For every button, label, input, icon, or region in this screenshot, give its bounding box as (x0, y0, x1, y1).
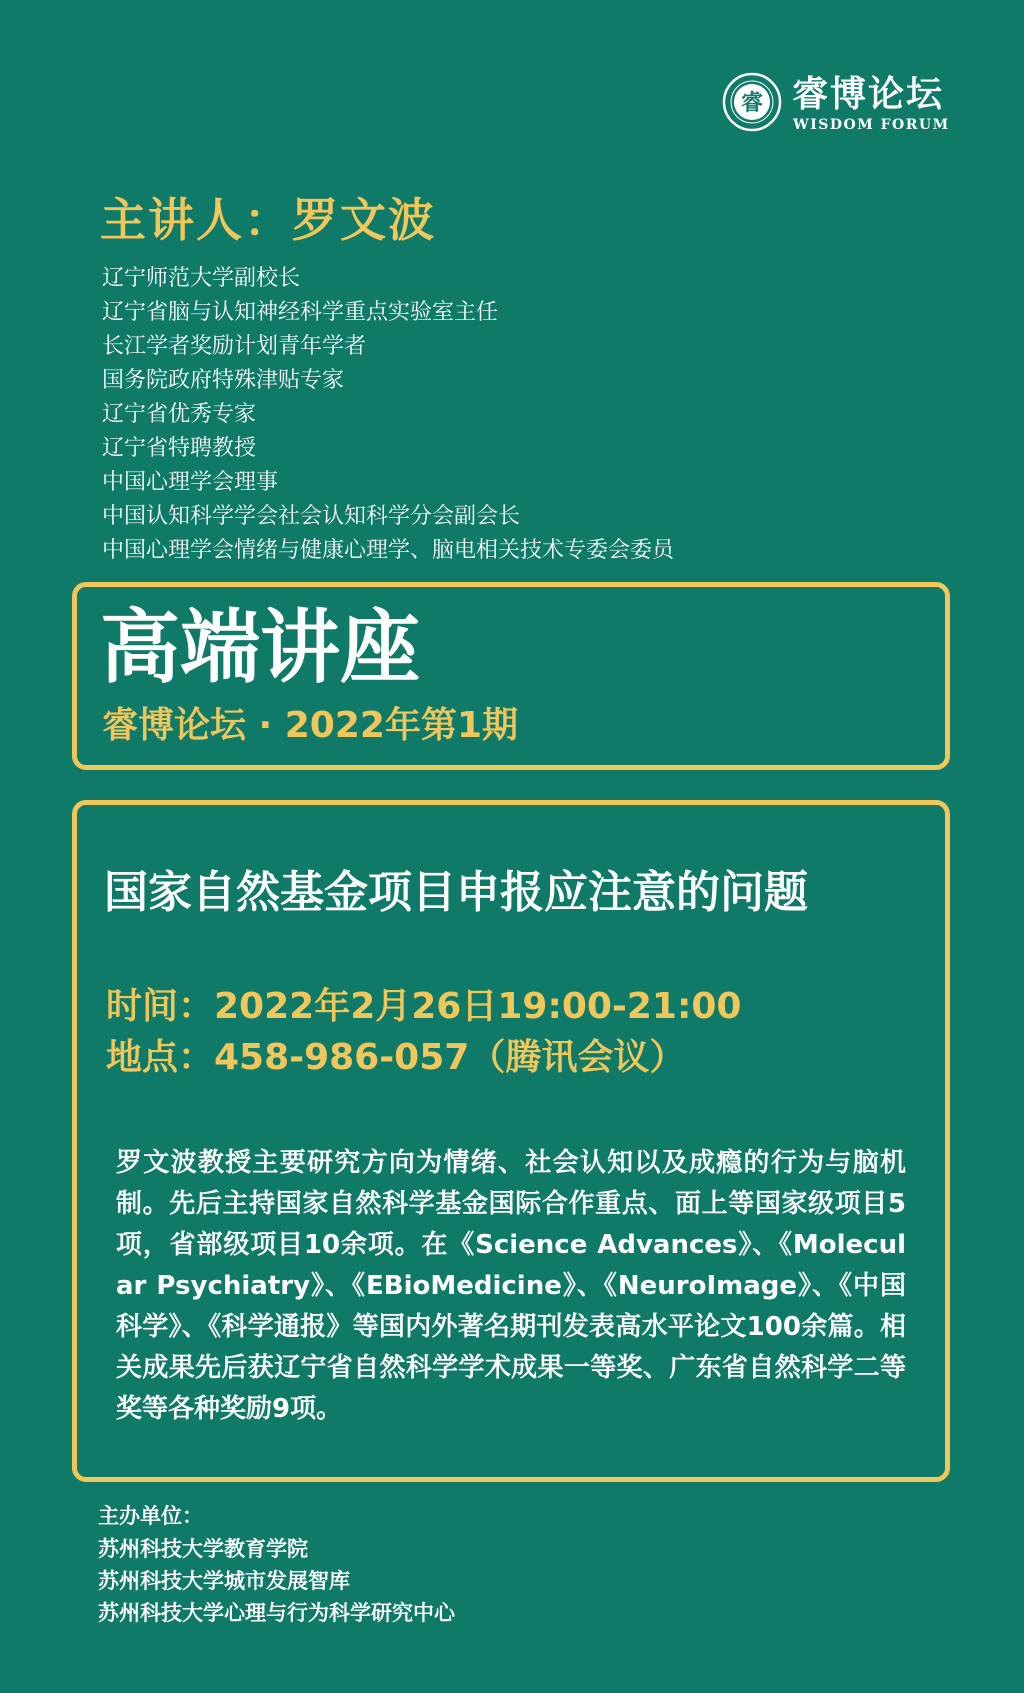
seal-glyph: 睿 (740, 90, 764, 116)
logo-name-en: WISDOM FORUM (793, 117, 950, 133)
credential-item: 辽宁师范大学副校长 (102, 266, 301, 291)
credential-item: 长江学者奖励计划青年学者 (102, 334, 367, 359)
credential-item: 中国认知科学学会社会认知科学分会副会长 (102, 504, 521, 529)
lecture-topic: 国家自然基金项目申报应注意的问题 (104, 867, 808, 918)
speaker-credentials (102, 262, 674, 568)
forum-logo (722, 70, 952, 136)
organizers-list (98, 1533, 455, 1629)
speaker-title: 主讲人：罗文波 (100, 193, 436, 247)
forum-seal-icon (722, 72, 782, 132)
organizers-label: 主办单位： (98, 1504, 203, 1528)
event-time: 时间：2022年2月26日19:00-21:00 (106, 986, 742, 1027)
speaker-bio: 罗文波教授主要研究方向为情绪、社会认知以及成瘾的行为与脑机制。先后主持国家自然科学基金国际合作重点、面上等国家级项目5项，省部级项目10余项。在《Science Advances》、《Molecular Psychiatry》、《EBioMedicine》、《NeuroImage》、《中国科学》、《科学通报》等国内外著名期刊发表高水平论文100余篇。相关成果先后获辽宁省自然科学学术成果一等奖、广东省自然科学二等奖等各种奖励9项。 (116, 1148, 906, 1424)
credential-item: 中国心理学会理事 (102, 470, 279, 495)
credential-item: 中国心理学会情绪与健康心理学、脑电相关技术专委会委员 (102, 538, 675, 563)
event-place: 地点：458-986-057（腾讯会议） (106, 1037, 686, 1078)
credential-item: 辽宁省特聘教授 (102, 436, 257, 461)
organizer-item: 苏州科技大学城市发展智库 (98, 1569, 350, 1593)
credential-item: 国务院政府特殊津贴专家 (102, 368, 345, 393)
credential-item: 辽宁省脑与认知神经科学重点实验室主任 (102, 300, 499, 325)
lecture-title: 高端讲座 (100, 601, 420, 694)
logo-name-cn: 睿博论坛 (792, 73, 945, 115)
credential-item: 辽宁省优秀专家 (102, 402, 257, 427)
organizer-item: 苏州科技大学教育学院 (98, 1537, 308, 1561)
organizer-item: 苏州科技大学心理与行为科学研究中心 (98, 1601, 455, 1625)
lecture-subtitle: 睿博论坛 · 2022年第1期 (102, 705, 518, 746)
